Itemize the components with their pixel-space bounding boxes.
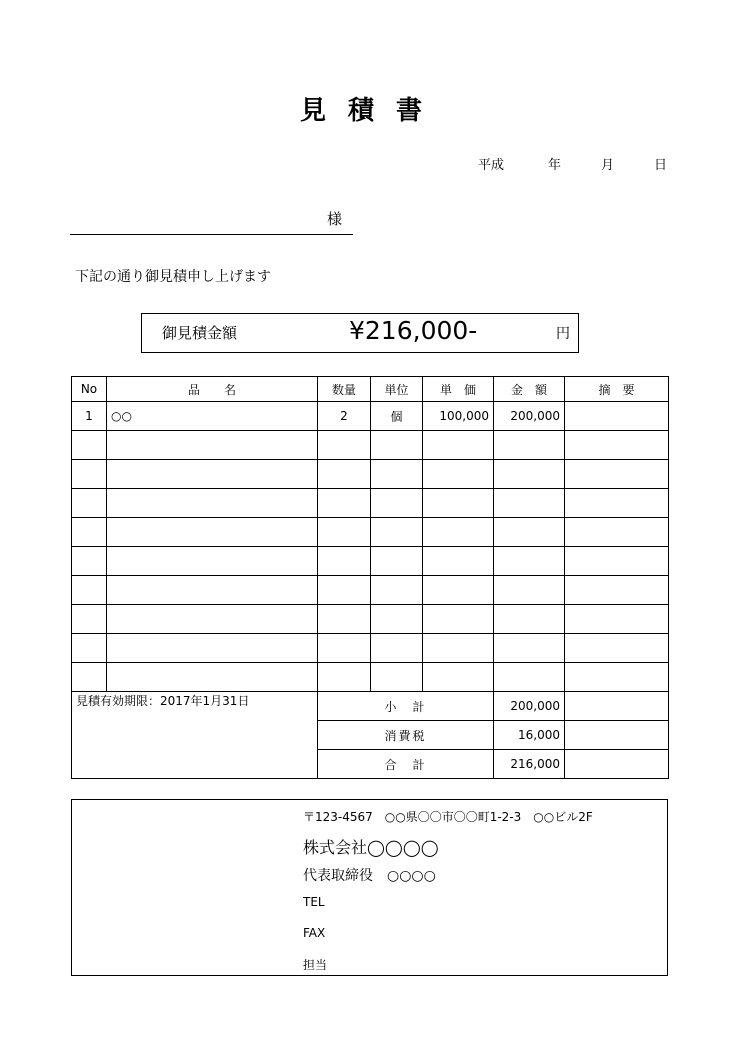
cell-unit — [371, 547, 423, 576]
issuer-company: 株式会社◯◯◯◯ — [303, 838, 439, 857]
cell-no — [72, 605, 107, 634]
table-row — [72, 663, 669, 692]
issuer-contact: 担当 — [303, 958, 328, 972]
subtotal-row — [72, 692, 669, 721]
table-row — [72, 402, 669, 431]
cell-no — [72, 460, 107, 489]
validity-note: 見積有効期限：2017年1月31日 — [72, 692, 318, 779]
cell-unit-price — [423, 634, 494, 663]
issuer-address: 〒123-4567 ○○県〇〇市〇〇町1-2-3 ○○ビル2F — [303, 810, 593, 824]
intro-text: 下記の通り御見積申し上げます — [75, 269, 271, 285]
cell-quantity — [318, 634, 371, 663]
cell-unit-price: 100,000 — [423, 402, 494, 431]
cell-amount — [494, 489, 565, 518]
cell-quantity — [318, 518, 371, 547]
table-row — [72, 431, 669, 460]
cell-amount — [494, 576, 565, 605]
cell-amount — [494, 634, 565, 663]
cell-amount — [494, 547, 565, 576]
cell-remarks — [565, 402, 669, 431]
tax-value: 16,000 — [494, 721, 565, 750]
document-title: 見積書 — [299, 96, 444, 126]
header-unit-price: 単 価 — [423, 377, 494, 402]
recipient-line — [70, 234, 353, 235]
header-amount: 金 額 — [494, 377, 565, 402]
issuer-box — [71, 799, 668, 976]
cell-unit-price — [423, 460, 494, 489]
table-row — [72, 605, 669, 634]
total-blank — [565, 750, 669, 779]
cell-quantity — [318, 605, 371, 634]
date-year: 年 — [548, 158, 562, 173]
cell-no — [72, 663, 107, 692]
date-month: 月 — [601, 158, 615, 173]
table-row — [72, 547, 669, 576]
cell-unit — [371, 576, 423, 605]
cell-remarks — [565, 663, 669, 692]
cell-no — [72, 518, 107, 547]
cell-quantity — [318, 663, 371, 692]
table-row — [72, 489, 669, 518]
table-row — [72, 634, 669, 663]
cell-unit — [371, 605, 423, 634]
cell-no: 1 — [72, 402, 107, 431]
cell-remarks — [565, 518, 669, 547]
estimate-amount-unit: 円 — [556, 326, 570, 342]
cell-item-name — [107, 605, 318, 634]
cell-item-name — [107, 518, 318, 547]
cell-quantity — [318, 460, 371, 489]
cell-item-name: ○○ — [107, 402, 318, 431]
subtotal-blank — [565, 692, 669, 721]
cell-unit — [371, 489, 423, 518]
cell-item-name — [107, 576, 318, 605]
cell-unit: 個 — [371, 402, 423, 431]
cell-quantity — [318, 489, 371, 518]
cell-quantity — [318, 431, 371, 460]
cell-unit-price — [423, 547, 494, 576]
cell-unit-price — [423, 663, 494, 692]
cell-no — [72, 489, 107, 518]
cell-item-name — [107, 547, 318, 576]
table-row — [72, 576, 669, 605]
cell-amount — [494, 460, 565, 489]
cell-unit — [371, 431, 423, 460]
issuer-fax: FAX — [303, 926, 326, 940]
cell-item-name — [107, 460, 318, 489]
estimate-amount-value: ¥216,000- — [349, 316, 478, 345]
cell-no — [72, 634, 107, 663]
cell-item-name — [107, 663, 318, 692]
cell-remarks — [565, 489, 669, 518]
subtotal-label: 小 計 — [318, 692, 494, 721]
cell-no — [72, 576, 107, 605]
cell-no — [72, 547, 107, 576]
items-table — [71, 376, 669, 779]
estimate-amount-label: 御見積金額 — [162, 324, 238, 342]
cell-quantity: 2 — [318, 402, 371, 431]
cell-unit-price — [423, 489, 494, 518]
cell-unit-price — [423, 576, 494, 605]
cell-remarks — [565, 460, 669, 489]
cell-unit-price — [423, 431, 494, 460]
cell-quantity — [318, 576, 371, 605]
issuer-tel: TEL — [303, 895, 325, 909]
cell-amount — [494, 518, 565, 547]
cell-amount — [494, 605, 565, 634]
cell-no — [72, 431, 107, 460]
table-header-row — [72, 377, 669, 402]
subtotal-value: 200,000 — [494, 692, 565, 721]
table-row — [72, 460, 669, 489]
table-row — [72, 518, 669, 547]
tax-blank — [565, 721, 669, 750]
cell-unit — [371, 634, 423, 663]
header-quantity: 数量 — [318, 377, 371, 402]
header-item-name: 品 名 — [107, 377, 318, 402]
header-no: No — [72, 377, 107, 402]
date-era: 平成 — [478, 158, 505, 173]
cell-item-name — [107, 431, 318, 460]
cell-unit — [371, 518, 423, 547]
issuer-representative: 代表取締役 ○○○○ — [303, 868, 436, 884]
cell-unit — [371, 460, 423, 489]
tax-label: 消費税 — [318, 721, 494, 750]
cell-amount: 200,000 — [494, 402, 565, 431]
cell-unit-price — [423, 518, 494, 547]
recipient-suffix: 様 — [327, 210, 343, 228]
total-value: 216,000 — [494, 750, 565, 779]
cell-remarks — [565, 576, 669, 605]
cell-unit-price — [423, 605, 494, 634]
date-day: 日 — [654, 158, 668, 173]
cell-quantity — [318, 547, 371, 576]
cell-remarks — [565, 547, 669, 576]
header-remarks: 摘 要 — [565, 377, 669, 402]
cell-remarks — [565, 431, 669, 460]
header-unit: 単位 — [371, 377, 423, 402]
cell-unit — [371, 663, 423, 692]
cell-amount — [494, 431, 565, 460]
cell-amount — [494, 663, 565, 692]
total-label: 合 計 — [318, 750, 494, 779]
cell-remarks — [565, 634, 669, 663]
cell-remarks — [565, 605, 669, 634]
cell-item-name — [107, 489, 318, 518]
cell-item-name — [107, 634, 318, 663]
